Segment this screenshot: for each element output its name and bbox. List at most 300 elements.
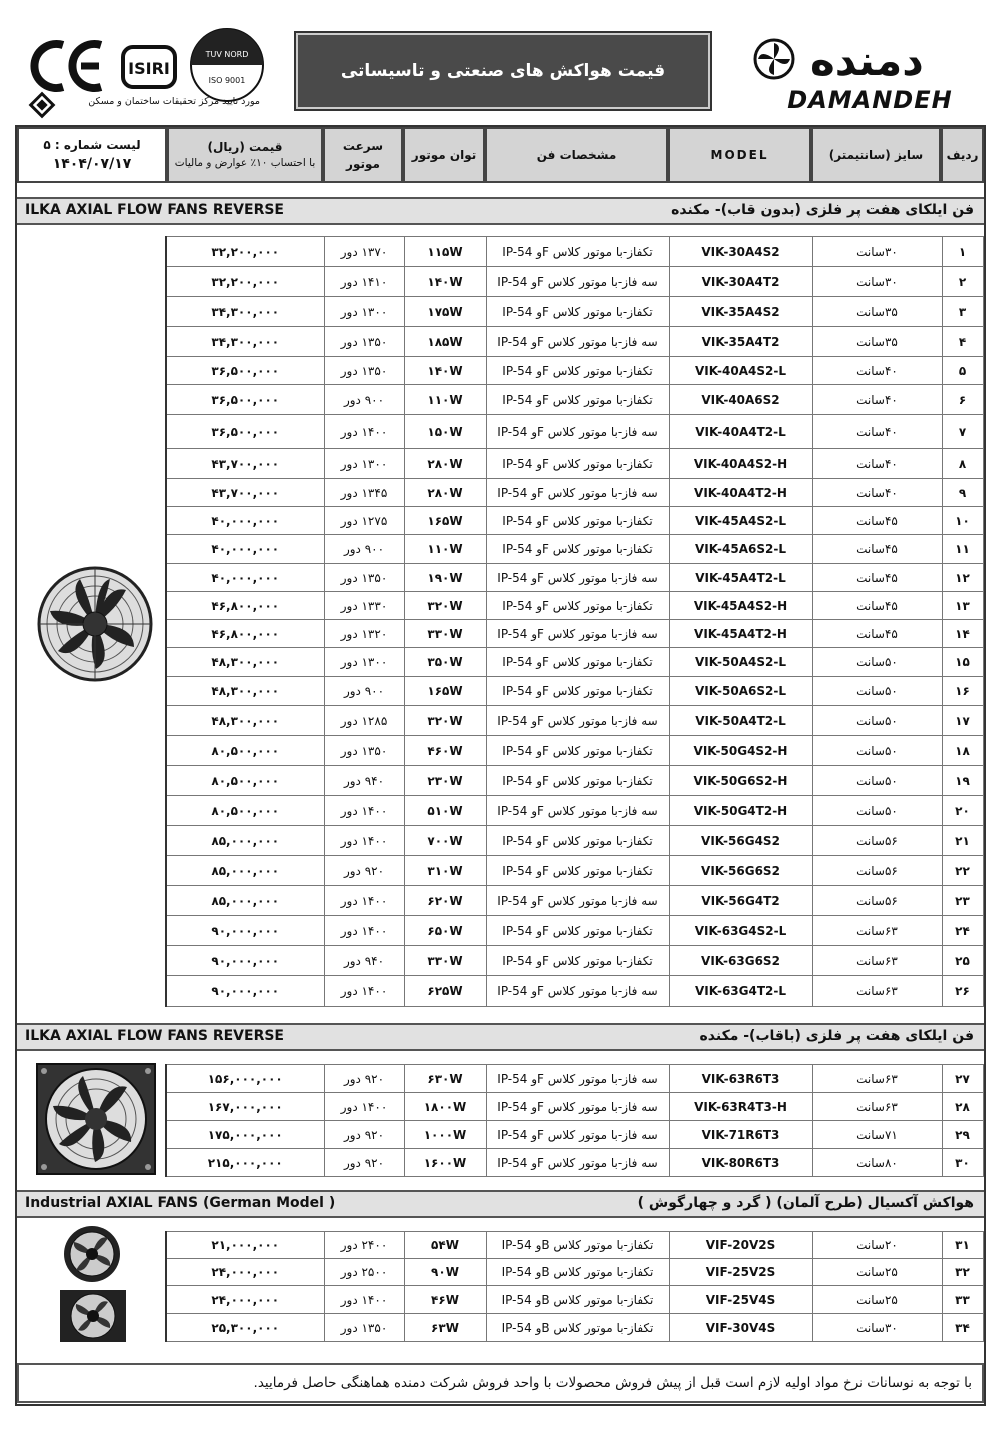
size-cell: ۴۵سانت (812, 620, 942, 648)
size-cell: ۲۰سانت (812, 1232, 942, 1259)
motor-power-cell: ۱۴۰W (404, 267, 486, 297)
fan-spec-cell: تکفاز-با موتور کلاس Fو IP-54 (486, 856, 669, 886)
size-cell: ۴۵سانت (812, 535, 942, 564)
table-row (166, 385, 983, 415)
fan-spec-cell: سه فاز-با موتور کلاس Fو IP-54 (486, 1093, 669, 1121)
table-row (166, 620, 983, 648)
table-row (166, 1121, 983, 1149)
price-table (165, 236, 984, 1007)
size-cell: ۲۵سانت (812, 1259, 942, 1286)
row-number-cell: ۸ (942, 449, 983, 479)
motor-speed-cell: ۱۴۰۰ دور (324, 415, 404, 449)
size-cell: ۴۰سانت (812, 357, 942, 385)
brand-logo (750, 36, 990, 116)
motor-power-cell: ۳۵۰W (404, 648, 486, 677)
table-row (166, 1093, 983, 1121)
row-number-cell: ۲۶ (942, 976, 983, 1007)
row-number-cell: ۳ (942, 297, 983, 327)
list-info (17, 127, 167, 183)
row-number-cell: ۱۷ (942, 706, 983, 736)
motor-speed-cell: ۱۴۰۰ دور (324, 916, 404, 946)
motor-speed-cell: ۱۴۰۰ دور (324, 976, 404, 1007)
motor-speed-cell: ۲۴۰۰ دور (324, 1232, 404, 1259)
fan-spec-cell: تکفاز-با موتور کلاس Bو IP-54 (486, 1259, 669, 1286)
price-cell: ۳۶,۵۰۰,۰۰۰ (166, 415, 324, 449)
price-cell: ۸۰,۵۰۰,۰۰۰ (166, 766, 324, 796)
price-cell: ۴۳,۷۰۰,۰۰۰ (166, 479, 324, 507)
row-number-cell: ۲۳ (942, 886, 983, 916)
cert-approval-text: مورد تایید مرکز تحقیقات ساختمان و مسکن (88, 96, 260, 107)
motor-speed-cell: ۹۲۰ دور (324, 1121, 404, 1149)
model-cell: VIF-30V4S (669, 1314, 812, 1342)
price-cell: ۲۱۵,۰۰۰,۰۰۰ (166, 1149, 324, 1177)
model-cell: VIK-50G6S2-H (669, 766, 812, 796)
size-cell: ۵۶سانت (812, 856, 942, 886)
model-cell: VIK-63G4S2-L (669, 916, 812, 946)
motor-power-cell: ۲۸۰W (404, 479, 486, 507)
price-cell: ۸۵,۰۰۰,۰۰۰ (166, 826, 324, 856)
model-cell: VIK-80R6T3 (669, 1149, 812, 1177)
size-cell: ۳۰سانت (812, 237, 942, 267)
table-row (166, 766, 983, 796)
table-row (166, 648, 983, 677)
row-number-cell: ۲۴ (942, 916, 983, 946)
ce-mark-icon (34, 44, 101, 88)
size-cell: ۴۵سانت (812, 507, 942, 535)
size-cell: ۴۰سانت (812, 449, 942, 479)
size-cell: ۷۱سانت (812, 1121, 942, 1149)
motor-speed-cell: ۱۴۰۰ دور (324, 826, 404, 856)
motor-speed-cell: ۱۳۰۰ دور (324, 297, 404, 327)
motor-power-cell: ۱۸۰۰W (404, 1093, 486, 1121)
price-cell: ۴۸,۳۰۰,۰۰۰ (166, 706, 324, 736)
row-number-cell: ۴ (942, 327, 983, 357)
fan-spec-cell: تکفاز-با موتور کلاس Fو IP-54 (486, 592, 669, 620)
table-row (166, 736, 983, 766)
motor-power-cell: ۶۵۰W (404, 916, 486, 946)
fan-spec-cell: سه فاز-با موتور کلاس Fو IP-54 (486, 1149, 669, 1177)
model-cell: VIK-30A4T2 (669, 267, 812, 297)
motor-power-cell: ۱۹۰W (404, 564, 486, 592)
row-number-cell: ۳۱ (942, 1232, 983, 1259)
motor-power-cell: ۷۰۰W (404, 826, 486, 856)
table-row (166, 592, 983, 620)
row-number-cell: ۳۴ (942, 1314, 983, 1342)
price-cell: ۱۵۶,۰۰۰,۰۰۰ (166, 1065, 324, 1093)
row-number-cell: ۲۹ (942, 1121, 983, 1149)
fan-spec-cell: تکفاز-با موتور کلاس Fو IP-54 (486, 449, 669, 479)
list-number: لیست شماره : ۵ (43, 137, 141, 152)
fan-spec-cell: تکفاز-با موتور کلاس Bو IP-54 (486, 1232, 669, 1259)
motor-speed-cell: ۱۳۰۰ دور (324, 648, 404, 677)
price-cell: ۳۴,۳۰۰,۰۰۰ (166, 327, 324, 357)
model-cell: VIK-56G6S2 (669, 856, 812, 886)
model-cell: VIK-63G6S2 (669, 946, 812, 976)
motor-speed-cell: ۱۳۵۰ دور (324, 357, 404, 385)
row-number-cell: ۱۳ (942, 592, 983, 620)
footer-note: با توجه به نوسانات نرخ مواد اولیه لازم است قبل از پیش فروش محصولات با واحد فروش شرکت دمنده هماهنگی حاصل فرمایید. (17, 1363, 984, 1403)
building-research-icon (25, 88, 59, 122)
svg-text:ISO 9001: ISO 9001 (208, 76, 246, 85)
size-cell: ۵۰سانت (812, 648, 942, 677)
price-cell: ۲۵,۳۰۰,۰۰۰ (166, 1314, 324, 1342)
fan-spec-cell: تکفاز-با موتور کلاس Fو IP-54 (486, 946, 669, 976)
model-cell: VIF-20V2S (669, 1232, 812, 1259)
motor-power-cell: ۴۶W (404, 1286, 486, 1314)
table-row (166, 449, 983, 479)
row-number-cell: ۲۰ (942, 796, 983, 826)
motor-speed-cell: ۱۳۵۰ دور (324, 1314, 404, 1342)
motor-speed-cell: ۱۳۳۰ دور (324, 592, 404, 620)
price-cell: ۴۶,۸۰۰,۰۰۰ (166, 592, 324, 620)
row-number-cell: ۱۹ (942, 766, 983, 796)
motor-speed-cell: ۱۳۰۰ دور (324, 449, 404, 479)
motor-power-cell: ۱۰۰۰W (404, 1121, 486, 1149)
motor-speed-cell: ۱۴۱۰ دور (324, 267, 404, 297)
row-number-cell: ۳۲ (942, 1259, 983, 1286)
price-cell: ۴۸,۳۰۰,۰۰۰ (166, 677, 324, 706)
table-row (166, 1065, 983, 1093)
table-row (166, 796, 983, 826)
fan-spec-cell: سه فاز-با موتور کلاس Fو IP-54 (486, 706, 669, 736)
round-axial-fan-image (58, 1224, 126, 1284)
size-cell: ۶۳سانت (812, 1093, 942, 1121)
motor-speed-cell: ۹۰۰ دور (324, 385, 404, 415)
table-row (166, 976, 983, 1007)
row-number-cell: ۱۶ (942, 677, 983, 706)
motor-power-cell: ۶۲۰W (404, 886, 486, 916)
section-title-fa: هواکش آکسیال (طرح آلمان) ( گرد و چهارگوش ) (637, 1195, 974, 1211)
table-row (166, 826, 983, 856)
fan-spec-cell: تکفاز-با موتور کلاس Bو IP-54 (486, 1286, 669, 1314)
size-cell: ۸۰سانت (812, 1149, 942, 1177)
section-title-en: Industrial AXIAL FANS (German Model ) (25, 1195, 336, 1211)
table-row (166, 916, 983, 946)
size-cell: ۵۰سانت (812, 766, 942, 796)
motor-speed-cell: ۱۴۰۰ دور (324, 886, 404, 916)
col-price: قیمت (ریال) با احتساب ۱۰٪ عوارض و مالیات (167, 127, 323, 183)
price-cell: ۴۰,۰۰۰,۰۰۰ (166, 564, 324, 592)
model-cell: VIK-35A4S2 (669, 297, 812, 327)
price-cell: ۳۲,۲۰۰,۰۰۰ (166, 237, 324, 267)
price-cell: ۴۶,۸۰۰,۰۰۰ (166, 620, 324, 648)
table-row (166, 1259, 983, 1286)
motor-speed-cell: ۹۰۰ دور (324, 535, 404, 564)
motor-power-cell: ۱۷۵W (404, 297, 486, 327)
table-row (166, 706, 983, 736)
section-header (17, 197, 984, 225)
motor-power-cell: ۱۸۵W (404, 327, 486, 357)
motor-speed-cell: ۱۳۴۵ دور (324, 479, 404, 507)
motor-speed-cell: ۹۴۰ دور (324, 766, 404, 796)
motor-speed-cell: ۱۳۵۰ دور (324, 327, 404, 357)
size-cell: ۶۳سانت (812, 946, 942, 976)
model-cell: VIK-45A4S2-H (669, 592, 812, 620)
fan-spec-cell: سه فاز-با موتور کلاس Fو IP-54 (486, 976, 669, 1007)
fan-spec-cell: تکفاز-با موتور کلاس Fو IP-54 (486, 535, 669, 564)
section-header (17, 1023, 984, 1051)
motor-power-cell: ۳۱۰W (404, 856, 486, 886)
price-cell: ۴۳,۷۰۰,۰۰۰ (166, 449, 324, 479)
motor-power-cell: ۱۱۰W (404, 385, 486, 415)
motor-speed-cell: ۱۳۵۰ دور (324, 736, 404, 766)
motor-speed-cell: ۹۲۰ دور (324, 1065, 404, 1093)
model-cell: VIK-45A4T2-L (669, 564, 812, 592)
price-cell: ۳۴,۳۰۰,۰۰۰ (166, 297, 324, 327)
size-cell: ۴۰سانت (812, 385, 942, 415)
table-row (166, 535, 983, 564)
row-number-cell: ۱ (942, 237, 983, 267)
size-cell: ۶۳سانت (812, 916, 942, 946)
table-row (166, 886, 983, 916)
col-size: سایز (سانتیمتر) (811, 127, 941, 183)
section-title-fa: فن ایلکای هفت پر فلزی (بدون قاب)- مکنده (671, 202, 974, 218)
fan-spec-cell: سه فاز-با موتور کلاس Fو IP-54 (486, 267, 669, 297)
model-cell: VIK-63R4T3-H (669, 1093, 812, 1121)
price-cell: ۲۴,۰۰۰,۰۰۰ (166, 1259, 324, 1286)
motor-power-cell: ۱۱۰W (404, 535, 486, 564)
fan-spec-cell: سه فاز-با موتور کلاس Fو IP-54 (486, 415, 669, 449)
fan-spec-cell: تکفاز-با موتور کلاس Fو IP-54 (486, 385, 669, 415)
fan-spec-cell: تکفاز-با موتور کلاس Fو IP-54 (486, 507, 669, 535)
row-number-cell: ۲۸ (942, 1093, 983, 1121)
model-cell: VIK-50A6S2-L (669, 677, 812, 706)
table-row (166, 1286, 983, 1314)
size-cell: ۴۰سانت (812, 479, 942, 507)
motor-power-cell: ۱۱۵W (404, 237, 486, 267)
price-cell: ۱۷۵,۰۰۰,۰۰۰ (166, 1121, 324, 1149)
section-header (17, 1190, 984, 1218)
row-number-cell: ۷ (942, 415, 983, 449)
motor-speed-cell: ۱۳۲۰ دور (324, 620, 404, 648)
row-number-cell: ۱۸ (942, 736, 983, 766)
table-row (166, 357, 983, 385)
price-cell: ۲۱,۰۰۰,۰۰۰ (166, 1232, 324, 1259)
row-number-cell: ۹ (942, 479, 983, 507)
model-cell: VIF-25V4S (669, 1286, 812, 1314)
size-cell: ۲۵سانت (812, 1286, 942, 1314)
model-cell: VIK-50A4S2-L (669, 648, 812, 677)
motor-power-cell: ۹۰W (404, 1259, 486, 1286)
fan-spec-cell: سه فاز-با موتور کلاس Fو IP-54 (486, 796, 669, 826)
fan-spec-cell: تکفاز-با موتور کلاس Fو IP-54 (486, 766, 669, 796)
fan-spec-cell: سه فاز-با موتور کلاس Fو IP-54 (486, 479, 669, 507)
motor-power-cell: ۱۶۵W (404, 507, 486, 535)
col-rpm: سرعت موتور (323, 127, 403, 183)
column-header (17, 127, 984, 185)
fan-spec-cell: سه فاز-با موتور کلاس Fو IP-54 (486, 1065, 669, 1093)
model-cell: VIK-71R6T3 (669, 1121, 812, 1149)
fan-spec-cell: سه فاز-با موتور کلاس Fو IP-54 (486, 886, 669, 916)
size-cell: ۵۶سانت (812, 886, 942, 916)
table-row (166, 237, 983, 267)
fan-spec-cell: سه فاز-با موتور کلاس Fو IP-54 (486, 564, 669, 592)
model-cell: VIK-40A4S2-H (669, 449, 812, 479)
price-cell: ۱۶۷,۰۰۰,۰۰۰ (166, 1093, 324, 1121)
model-cell: VIK-63R6T3 (669, 1065, 812, 1093)
table-row (166, 507, 983, 535)
col-row: ردیف (941, 127, 984, 183)
fan-spec-cell: تکفاز-با موتور کلاس Fو IP-54 (486, 677, 669, 706)
motor-speed-cell: ۲۵۰۰ دور (324, 1259, 404, 1286)
svg-text:ISIRI: ISIRI (128, 59, 170, 78)
fan-no-frame-image (36, 565, 154, 683)
price-table (165, 1064, 984, 1177)
brand-name-fa: دمنده (810, 36, 924, 85)
row-number-cell: ۲۲ (942, 856, 983, 886)
model-cell: VIK-45A4T2-H (669, 620, 812, 648)
table-row (166, 1232, 983, 1259)
col-model: MODEL (668, 127, 811, 183)
fan-spec-cell: تکفاز-با موتور کلاس Fو IP-54 (486, 648, 669, 677)
motor-power-cell: ۱۶۵W (404, 677, 486, 706)
model-cell: VIK-56G4T2 (669, 886, 812, 916)
fan-with-frame-image (35, 1062, 157, 1176)
motor-speed-cell: ۹۴۰ دور (324, 946, 404, 976)
svg-text:TUV NORD: TUV NORD (205, 50, 249, 59)
price-cell: ۲۴,۰۰۰,۰۰۰ (166, 1286, 324, 1314)
section-title-en: ILKA AXIAL FLOW FANS REVERSE (25, 202, 284, 218)
fan-spec-cell: سه فاز-با موتور کلاس Fو IP-54 (486, 327, 669, 357)
model-cell: VIK-40A4T2-L (669, 415, 812, 449)
tuv-iso-badge-icon (191, 29, 263, 101)
motor-speed-cell: ۱۴۰۰ دور (324, 796, 404, 826)
fan-spec-cell: تکفاز-با موتور کلاس Fو IP-54 (486, 826, 669, 856)
model-cell: VIK-45A6S2-L (669, 535, 812, 564)
price-cell: ۹۰,۰۰۰,۰۰۰ (166, 916, 324, 946)
row-number-cell: ۶ (942, 385, 983, 415)
brand-name-en: DAMANDEH (787, 86, 953, 114)
motor-power-cell: ۶۲۵W (404, 976, 486, 1007)
page-title: قیمت هواکش های صنعتی و تاسیساتی (296, 33, 710, 109)
size-cell: ۴۵سانت (812, 564, 942, 592)
row-number-cell: ۱۲ (942, 564, 983, 592)
price-table (165, 1231, 984, 1342)
table-row (166, 479, 983, 507)
motor-speed-cell: ۹۲۰ دور (324, 856, 404, 886)
size-cell: ۵۰سانت (812, 677, 942, 706)
fan-spec-cell: سه فاز-با موتور کلاس Fو IP-54 (486, 620, 669, 648)
motor-power-cell: ۶۳W (404, 1314, 486, 1342)
price-cell: ۴۰,۰۰۰,۰۰۰ (166, 535, 324, 564)
price-cell: ۳۶,۵۰۰,۰۰۰ (166, 357, 324, 385)
price-cell: ۳۲,۲۰۰,۰۰۰ (166, 267, 324, 297)
size-cell: ۵۶سانت (812, 826, 942, 856)
row-number-cell: ۱۵ (942, 648, 983, 677)
table-row (166, 856, 983, 886)
price-cell: ۸۰,۵۰۰,۰۰۰ (166, 736, 324, 766)
model-cell: VIK-40A4T2-H (669, 479, 812, 507)
row-number-cell: ۳۳ (942, 1286, 983, 1314)
price-cell: ۸۵,۰۰۰,۰۰۰ (166, 856, 324, 886)
motor-speed-cell: ۱۳۵۰ دور (324, 564, 404, 592)
motor-power-cell: ۲۸۰W (404, 449, 486, 479)
size-cell: ۳۵سانت (812, 297, 942, 327)
fan-spec-cell: تکفاز-با موتور کلاس Fو IP-54 (486, 736, 669, 766)
price-cell: ۸۵,۰۰۰,۰۰۰ (166, 886, 324, 916)
table-row (166, 267, 983, 297)
list-date: ۱۴۰۴/۰۷/۱۷ (52, 155, 132, 172)
motor-speed-cell: ۹۲۰ دور (324, 1149, 404, 1177)
model-cell: VIK-56G4S2 (669, 826, 812, 856)
motor-power-cell: ۵۱۰W (404, 796, 486, 826)
motor-speed-cell: ۱۲۷۵ دور (324, 507, 404, 535)
model-cell: VIK-45A4S2-L (669, 507, 812, 535)
row-number-cell: ۲ (942, 267, 983, 297)
section-title-fa: فن ایلکای هفت پر فلزی (باقاب)- مکنده (699, 1028, 974, 1044)
model-cell: VIK-35A4T2 (669, 327, 812, 357)
col-spec: مشخصات فن (485, 127, 668, 183)
row-number-cell: ۵ (942, 357, 983, 385)
table-row (166, 327, 983, 357)
table-row (166, 564, 983, 592)
col-power: توان موتور (403, 127, 485, 183)
size-cell: ۴۵سانت (812, 592, 942, 620)
motor-power-cell: ۳۳۰W (404, 620, 486, 648)
price-cell: ۸۰,۵۰۰,۰۰۰ (166, 796, 324, 826)
fan-spec-cell: تکفاز-با موتور کلاس Fو IP-54 (486, 916, 669, 946)
motor-power-cell: ۱۵۰W (404, 415, 486, 449)
model-cell: VIK-50G4S2-H (669, 736, 812, 766)
motor-power-cell: ۳۳۰W (404, 946, 486, 976)
size-cell: ۵۰سانت (812, 796, 942, 826)
motor-speed-cell: ۹۰۰ دور (324, 677, 404, 706)
row-number-cell: ۱۰ (942, 507, 983, 535)
size-cell: ۵۰سانت (812, 706, 942, 736)
fan-spec-cell: تکفاز-با موتور کلاس Fو IP-54 (486, 357, 669, 385)
price-cell: ۳۶,۵۰۰,۰۰۰ (166, 385, 324, 415)
motor-speed-cell: ۱۴۰۰ دور (324, 1286, 404, 1314)
size-cell: ۳۵سانت (812, 327, 942, 357)
model-cell: VIK-40A6S2 (669, 385, 812, 415)
model-cell: VIK-50A4T2-L (669, 706, 812, 736)
row-number-cell: ۲۱ (942, 826, 983, 856)
model-cell: VIK-50G4T2-H (669, 796, 812, 826)
motor-power-cell: ۶۳۰W (404, 1065, 486, 1093)
model-cell: VIK-40A4S2-L (669, 357, 812, 385)
isiri-standard-icon (123, 47, 175, 87)
table-row (166, 677, 983, 706)
fan-spec-cell: تکفاز-با موتور کلاس Fو IP-54 (486, 237, 669, 267)
size-cell: ۵۰سانت (812, 736, 942, 766)
table-row (166, 946, 983, 976)
table-row (166, 1314, 983, 1342)
motor-power-cell: ۱۶۰۰W (404, 1149, 486, 1177)
motor-power-cell: ۲۳۰W (404, 766, 486, 796)
motor-power-cell: ۵۴W (404, 1232, 486, 1259)
fan-spec-cell: تکفاز-با موتور کلاس Bو IP-54 (486, 1314, 669, 1342)
price-cell: ۴۰,۰۰۰,۰۰۰ (166, 507, 324, 535)
table-row (166, 1149, 983, 1177)
price-cell: ۴۸,۳۰۰,۰۰۰ (166, 648, 324, 677)
motor-speed-cell: ۱۴۰۰ دور (324, 1093, 404, 1121)
motor-power-cell: ۱۴۰W (404, 357, 486, 385)
fan-spec-cell: سه فاز-با موتور کلاس Fو IP-54 (486, 1121, 669, 1149)
table-row (166, 415, 983, 449)
model-cell: VIF-25V2S (669, 1259, 812, 1286)
fan-logo-icon (750, 38, 798, 80)
table-row (166, 297, 983, 327)
square-axial-fan-image (58, 1288, 128, 1344)
motor-speed-cell: ۱۲۸۵ دور (324, 706, 404, 736)
model-cell: VIK-63G4T2-L (669, 976, 812, 1007)
price-cell: ۹۰,۰۰۰,۰۰۰ (166, 976, 324, 1007)
motor-power-cell: ۳۲۰W (404, 592, 486, 620)
row-number-cell: ۲۷ (942, 1065, 983, 1093)
model-cell: VIK-30A4S2 (669, 237, 812, 267)
section-title-en: ILKA AXIAL FLOW FANS REVERSE (25, 1028, 284, 1044)
fan-spec-cell: تکفاز-با موتور کلاس Fو IP-54 (486, 297, 669, 327)
